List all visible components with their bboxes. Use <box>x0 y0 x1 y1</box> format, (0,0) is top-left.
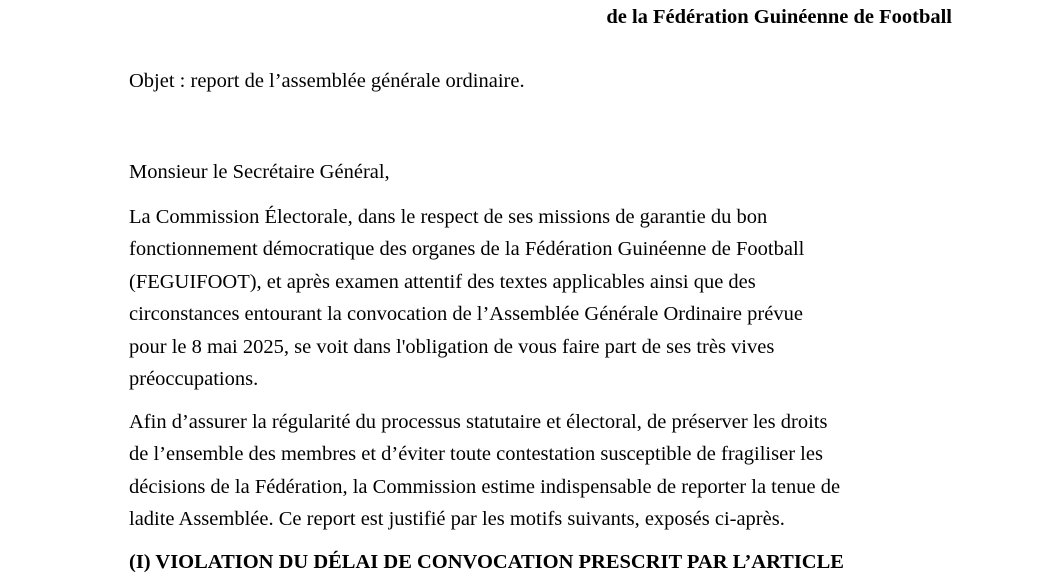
paragraph-line: pour le 8 mai 2025, se voit dans l'obligation de vous faire part de ses très vives <box>129 335 775 358</box>
paragraph-line: (FEGUIFOOT), et après examen attentif des textes applicables ainsi que des <box>129 270 756 293</box>
paragraph-line: décisions de la Fédération, la Commission estime indispensable de reporter la tenue de <box>129 475 841 498</box>
paragraph-line: La Commission Électorale, dans le respect de ses missions de garantie du bon <box>129 206 768 228</box>
paragraph-line: Afin d’assurer la régularité du processus statutaire et électoral, de préserver les droits <box>129 411 828 433</box>
paragraph-line: préoccupations. <box>129 368 259 391</box>
paragraph-report <box>129 406 959 536</box>
paragraph-commission <box>129 201 959 395</box>
subject-line: Objet : report de l’assemblée générale ordinaire. <box>129 70 525 92</box>
paragraph-line: circonstances entourant la convocation de l’Assemblée Générale Ordinaire prévue <box>129 303 803 326</box>
salutation: Monsieur le Secrétaire Général, <box>129 161 390 183</box>
section-heading: (I) VIOLATION DU DÉLAI DE CONVOCATION PRESCRIT PAR L’ARTICLE <box>129 551 844 573</box>
paragraph-line: ladite Assemblée. Ce report est justifié par les motifs suivants, exposés ci-après. <box>129 508 785 531</box>
paragraph-line: fonctionnement démocratique des organes de la Fédération Guinéenne de Football <box>129 238 805 261</box>
recipient-line: de la Fédération Guinéenne de Football <box>606 6 952 28</box>
paragraph-line: de l’ensemble des membres et d’éviter toute contestation susceptible de fragiliser les <box>129 443 823 466</box>
